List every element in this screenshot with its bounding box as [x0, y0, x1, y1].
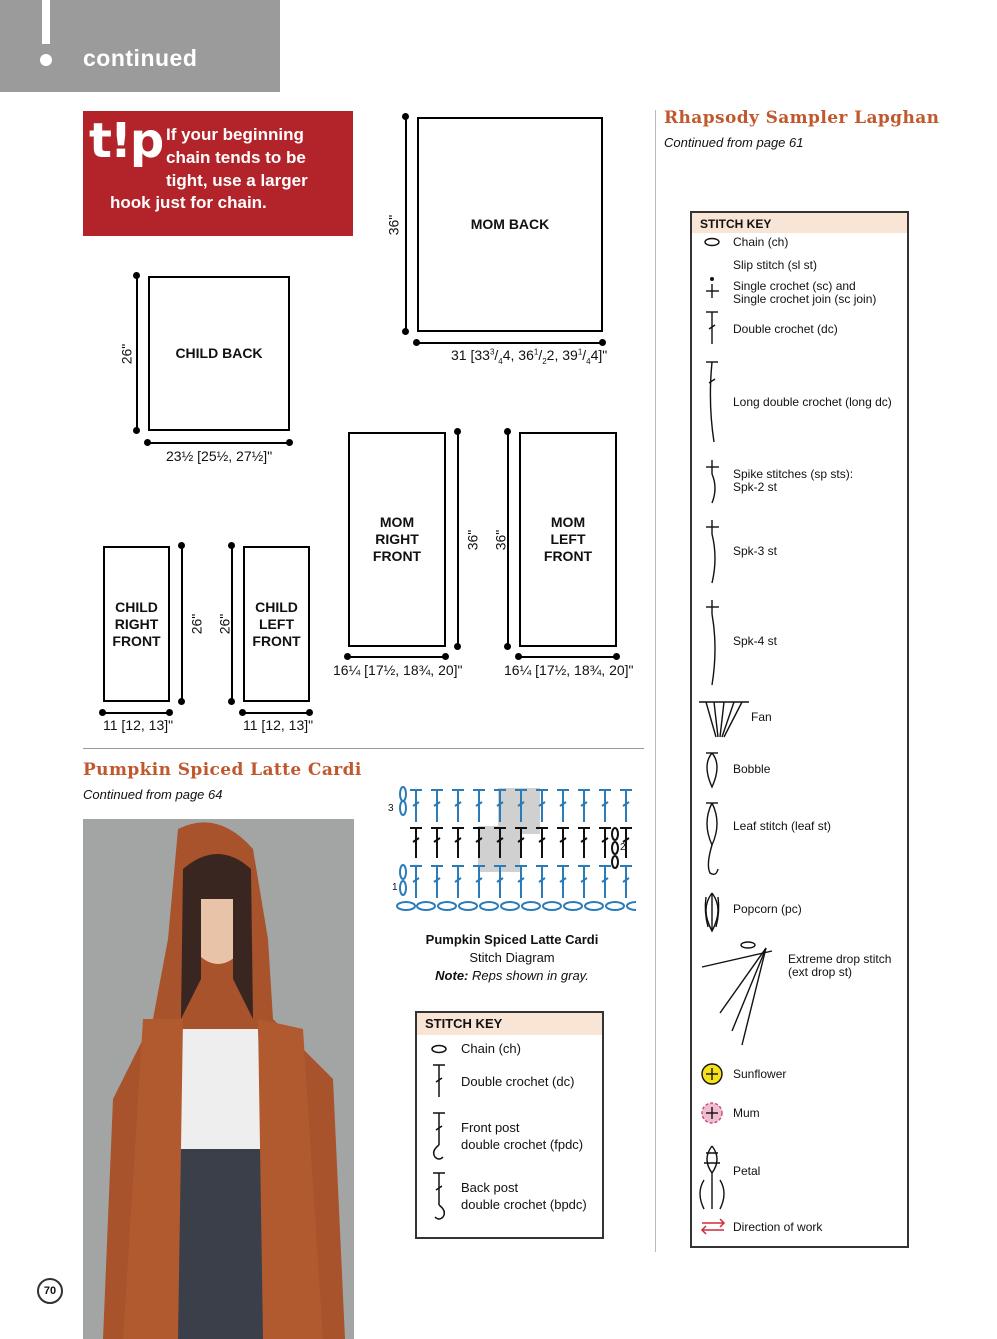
- mom-right-front-width: 16¼ [17½, 18¾, 20]": [333, 662, 463, 678]
- key-label: Long double crochet (long dc): [733, 395, 892, 409]
- child-left-front-height: 26": [216, 613, 233, 635]
- stitch-symbols: [692, 213, 782, 1243]
- dimension-line: [148, 442, 290, 444]
- width-part: 31 [33: [451, 347, 490, 363]
- dimension-end: [228, 542, 235, 549]
- chain-mark: [606, 902, 624, 910]
- column-divider: [655, 110, 656, 1252]
- diagram-caption-title: Pumpkin Spiced Latte Cardi: [425, 932, 599, 947]
- chain-mark: [627, 902, 636, 910]
- panel-label: MOM RIGHT FRONT: [372, 514, 422, 564]
- dimension-end: [504, 428, 511, 435]
- chain-mark: [564, 902, 582, 910]
- panel-label: MOM LEFT FRONT: [543, 514, 593, 564]
- dimension-end: [178, 542, 185, 549]
- child-back-panel: [148, 276, 290, 431]
- dimension-end: [344, 653, 351, 660]
- diagram-caption-sub: Stitch Diagram: [469, 950, 555, 965]
- child-right-front-panel: [103, 546, 170, 702]
- dimension-line: [457, 432, 459, 647]
- chain-mark: [438, 902, 456, 910]
- mom-back-panel: [417, 117, 603, 332]
- stitch-key-small: [415, 1011, 604, 1239]
- chain-mark: [459, 902, 477, 910]
- panel-label: MOM BACK: [470, 216, 550, 232]
- stitch-key-title: STITCH KEY: [417, 1013, 602, 1035]
- key-label: Front post double crochet (fpdc): [461, 1120, 584, 1152]
- row-label: 1: [392, 882, 398, 893]
- key-label: Chain (ch): [733, 235, 789, 249]
- width-part: 2, 39: [546, 347, 578, 363]
- dimension-line: [405, 117, 407, 332]
- diagram-note-label: Note:: [435, 968, 469, 983]
- turning-chain: [612, 842, 618, 854]
- panel-label: CHILD RIGHT FRONT: [112, 598, 161, 649]
- dimension-end: [402, 328, 409, 335]
- dimension-end: [133, 427, 140, 434]
- key-label: Direction of work: [733, 1220, 823, 1234]
- dimension-end: [515, 653, 522, 660]
- chain-mark: [480, 902, 498, 910]
- dimension-end: [99, 709, 106, 716]
- dimension-line: [243, 712, 310, 714]
- stitch-symbols: [427, 1039, 457, 1239]
- page-number: 70: [37, 1278, 63, 1304]
- dimension-end: [454, 428, 461, 435]
- banner-text: continued: [83, 45, 198, 71]
- section-divider: [83, 748, 644, 749]
- key-label: Spike stitches (sp sts): Spk-2 st: [733, 467, 854, 494]
- tip-line: If your beginning: [166, 125, 304, 144]
- dimension-end: [178, 698, 185, 705]
- key-label: Back post double crochet (bpdc): [461, 1180, 587, 1212]
- rhapsody-subtitle: Continued from page 61: [664, 135, 804, 150]
- stitch-diagram: [386, 784, 636, 914]
- pumpkin-title: Pumpkin Spiced Latte Cardi: [83, 760, 362, 780]
- child-back-height: 26": [118, 343, 135, 365]
- child-right-front-height: 26": [188, 613, 205, 635]
- mom-right-front-height: 36": [464, 529, 481, 551]
- dimension-end: [599, 339, 606, 346]
- continued-banner: [0, 0, 280, 92]
- mom-right-front-panel: [348, 432, 446, 647]
- dimension-line: [181, 546, 183, 702]
- mom-left-front-width: 16¼ [17½, 18¾, 20]": [504, 662, 634, 678]
- child-back-width: 23½ [25½, 27½]": [166, 448, 273, 464]
- mom-back-height: 36": [385, 214, 402, 236]
- dimension-end: [144, 439, 151, 446]
- key-label: Spk-4 st: [733, 634, 778, 648]
- key-label: Fan: [751, 710, 772, 724]
- tip-logo: t!p: [89, 113, 163, 169]
- tip-line: chain tends to be: [166, 148, 306, 167]
- width-part: 4]": [590, 347, 608, 363]
- tip-line: hook just for chain.: [110, 193, 267, 212]
- exclamation-icon: [42, 0, 50, 44]
- chain-mark: [501, 902, 519, 910]
- child-left-front-panel: [243, 546, 310, 702]
- dimension-line: [136, 276, 138, 431]
- dimension-end: [133, 272, 140, 279]
- dimension-end: [402, 113, 409, 120]
- chain-mark: [522, 902, 540, 910]
- dimension-line: [348, 656, 446, 658]
- key-label: Spk-3 st: [733, 544, 778, 558]
- key-label: Popcorn (pc): [733, 902, 802, 916]
- dimension-end: [454, 643, 461, 650]
- dimension-line: [103, 712, 170, 714]
- pumpkin-subtitle: Continued from page 64: [83, 787, 223, 802]
- dimension-end: [306, 709, 313, 716]
- key-label: Bobble: [733, 762, 771, 776]
- chain-mark: [543, 902, 561, 910]
- turning-chain: [612, 828, 618, 840]
- rhapsody-title: Rhapsody Sampler Lapghan: [664, 108, 940, 128]
- model-illustration: [83, 819, 354, 1339]
- key-label: Slip stitch (sl st): [733, 258, 818, 272]
- row-label: 3: [388, 803, 394, 814]
- dimension-end: [166, 709, 173, 716]
- key-label: Mum: [733, 1106, 760, 1120]
- tip-box: [83, 111, 353, 236]
- mom-left-front-panel: [519, 432, 617, 647]
- turning-chain: [612, 856, 618, 868]
- dimension-end: [504, 643, 511, 650]
- chain-mark: [397, 902, 415, 910]
- key-label: Sunflower: [733, 1067, 787, 1081]
- row-label: 2: [620, 842, 626, 853]
- chain-mark: [585, 902, 603, 910]
- exclamation-dot: [40, 54, 52, 66]
- turning-chain: [400, 801, 406, 815]
- mom-back-width: 31 [$33^3/_44$, $36^1/_22$, $39^1/_44$]": [451, 347, 608, 366]
- stitch-key-large: [690, 211, 909, 1248]
- key-label: Extreme drop stitch (ext drop st): [788, 952, 892, 979]
- dimension-line: [417, 342, 603, 344]
- child-left-front-width: 11 [12, 13]": [243, 717, 314, 733]
- diagram-caption: [386, 931, 638, 985]
- turning-chain: [400, 787, 406, 801]
- stitch-key-title: STITCH KEY: [692, 213, 907, 233]
- turning-chain: [400, 881, 406, 895]
- dimension-end: [613, 653, 620, 660]
- chain-mark: [417, 902, 435, 910]
- width-part: 4, 36: [502, 347, 534, 363]
- dimension-line: [519, 656, 617, 658]
- key-label: Double crochet (dc): [461, 1074, 575, 1089]
- key-label: Chain (ch): [461, 1041, 521, 1056]
- key-label: Leaf stitch (leaf st): [733, 819, 832, 833]
- dimension-end: [286, 439, 293, 446]
- tip-line: tight, use a larger: [166, 171, 308, 190]
- turning-chain: [400, 865, 406, 879]
- dimension-end: [442, 653, 449, 660]
- diagram-note-text: Reps shown in gray.: [472, 968, 589, 983]
- dimension-end: [228, 698, 235, 705]
- cardigan-photo: [83, 819, 354, 1339]
- child-right-front-width: 11 [12, 13]": [103, 717, 174, 733]
- dimension-end: [239, 709, 246, 716]
- mom-left-front-height: 36": [492, 529, 509, 551]
- dimension-end: [413, 339, 420, 346]
- key-label: Double crochet (dc): [733, 322, 838, 336]
- key-label: Petal: [733, 1164, 761, 1178]
- panel-label: CHILD LEFT FRONT: [252, 598, 301, 649]
- key-label: Single crochet (sc) and Single crochet join (sc join): [733, 279, 877, 306]
- panel-label: CHILD BACK: [175, 345, 263, 361]
